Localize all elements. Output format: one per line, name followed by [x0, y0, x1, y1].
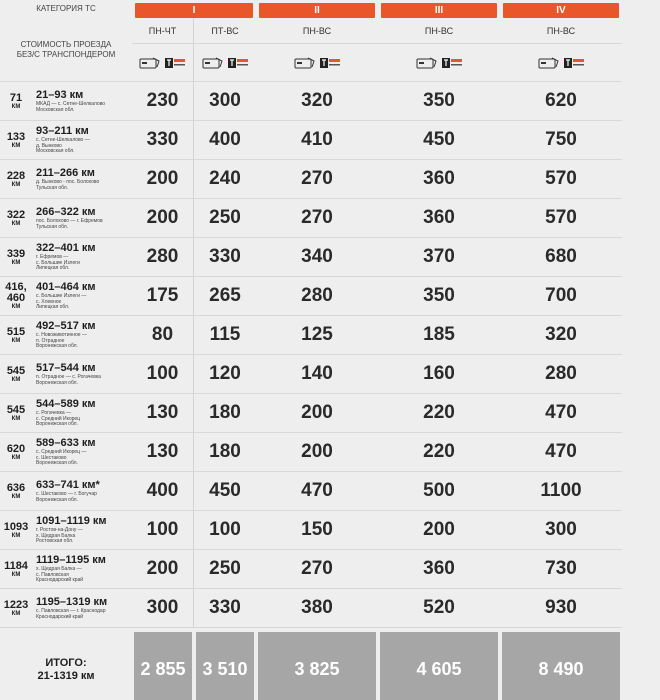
segment-description: г. Ефремов — с. Большие Излеги Липецкая обл.: [36, 253, 80, 272]
price-cell: 300: [132, 589, 194, 628]
segment-range: 589–633 км: [36, 436, 96, 449]
km-total: 416, 460: [5, 281, 27, 304]
price-cell: 125: [256, 316, 378, 355]
segment-description: с. Шестаково — г. Богучар Воронежская обл.: [36, 490, 97, 503]
price-cell: 370: [378, 238, 500, 277]
segment-range: 322–401 км: [36, 241, 96, 254]
km-total: 133: [6, 130, 26, 143]
price-cell: 270: [256, 550, 378, 589]
price-cell: 185: [378, 316, 500, 355]
km-total: 545: [6, 403, 26, 416]
total-label-line1: ИТОГО:: [45, 656, 87, 669]
price-cell: 200: [132, 550, 194, 589]
price-cell: 750: [500, 121, 622, 160]
price-cell: 200: [132, 160, 194, 199]
pay-icons-wrap: [538, 57, 585, 69]
cost-label: СТОИМОСТЬ ПРОЕЗДА БЕЗ/С ТРАНСПОНДЕРОМ: [0, 18, 132, 82]
price-cell: 350: [378, 277, 500, 316]
row-segment: [32, 238, 132, 277]
segment-range: 266–322 км: [36, 205, 96, 218]
km-total: 1093: [3, 520, 29, 533]
tpass-icon: [563, 57, 585, 69]
row-km: [0, 355, 32, 394]
payment-icons-1: [132, 44, 194, 82]
km-total: 228: [6, 169, 26, 182]
segment-description: х. Щедрая Балка — с. Павловская Краснодарский край: [36, 565, 84, 584]
price-cell: 330: [194, 238, 256, 277]
pay-icons-wrap: [416, 57, 463, 69]
price-cell: 130: [132, 433, 194, 472]
price-cell: 930: [500, 589, 622, 628]
km-total: 71: [9, 91, 23, 104]
price-cell: 300: [194, 82, 256, 121]
row-km: [0, 121, 32, 160]
segment-description: МКАД — с. Сетне-Шелкалово Московская обл.: [36, 100, 106, 113]
day-group-4: ПН-ВС: [378, 18, 500, 44]
km-unit: КМ: [11, 376, 21, 383]
price-cell: 680: [500, 238, 622, 277]
payment-icons-4: [378, 44, 500, 82]
segment-description: п. Отрадное — с. Рогачевка Воронежская обл.: [36, 373, 101, 386]
pay-icons-wrap: [139, 57, 186, 69]
price-cell: 220: [378, 394, 500, 433]
km-unit: КМ: [11, 220, 21, 227]
price-cell: 340: [256, 238, 378, 277]
price-cell: 330: [194, 589, 256, 628]
segment-range: 21–93 км: [36, 88, 84, 101]
row-km: [0, 511, 32, 550]
price-cell: 180: [194, 433, 256, 472]
price-cell: 250: [194, 199, 256, 238]
price-cell: 730: [500, 550, 622, 589]
pay-icons-wrap: [294, 57, 341, 69]
price-cell: 500: [378, 472, 500, 511]
segment-range: 492–517 км: [36, 319, 96, 332]
price-cell: 360: [378, 550, 500, 589]
pay-icons-wrap: [202, 57, 249, 69]
payment-icons-2: [194, 44, 256, 82]
price-cell: 400: [194, 121, 256, 160]
price-cell: 80: [132, 316, 194, 355]
price-cell: 700: [500, 277, 622, 316]
price-cell: 160: [378, 355, 500, 394]
price-cell: 450: [378, 121, 500, 160]
tpass-icon: [164, 57, 186, 69]
row-segment: [32, 160, 132, 199]
row-segment: [32, 199, 132, 238]
km-total: 339: [6, 247, 26, 260]
row-km: [0, 316, 32, 355]
km-unit: КМ: [11, 181, 21, 188]
row-segment: [32, 394, 132, 433]
segment-range: 544–589 км: [36, 397, 96, 410]
price-cell: 360: [378, 199, 500, 238]
km-total: 515: [6, 325, 26, 338]
price-cell: 270: [256, 160, 378, 199]
row-segment: [32, 589, 132, 628]
segment-range: 1091–1119 км: [36, 514, 107, 527]
segment-description: пос. Болохово — г. Ефремов Тульская обл.: [36, 217, 103, 230]
row-km: [0, 394, 32, 433]
segment-range: 401–464 км: [36, 280, 96, 293]
total-value: 3 825: [258, 632, 376, 700]
price-cell: 130: [132, 394, 194, 433]
segment-description: с. Новоживотинное — п. Отрадное Воронежская обл.: [36, 331, 87, 350]
day-group-3: ПН-ВС: [256, 18, 378, 44]
row-segment: [32, 82, 132, 121]
segment-range: 93–211 км: [36, 124, 89, 137]
price-cell: 570: [500, 199, 622, 238]
payment-icons-3: [256, 44, 378, 82]
km-total: 545: [6, 364, 26, 377]
tpass-icon: [227, 57, 249, 69]
price-cell: 250: [194, 550, 256, 589]
km-total: 636: [6, 481, 26, 494]
segment-description: с. Павловская — г. Краснодар Краснодарский край: [36, 607, 106, 620]
segment-range: 211–266 км: [36, 166, 95, 179]
km-unit: КМ: [11, 610, 21, 617]
row-segment: [32, 316, 132, 355]
row-segment: [32, 511, 132, 550]
card-icon: [416, 57, 438, 69]
row-km: [0, 199, 32, 238]
price-cell: 220: [378, 433, 500, 472]
row-km: [0, 472, 32, 511]
segment-range: 517–544 км: [36, 361, 96, 374]
day-group-5: ПН-ВС: [500, 18, 622, 44]
payment-icons-5: [500, 44, 622, 82]
price-cell: 265: [194, 277, 256, 316]
price-cell: 270: [256, 199, 378, 238]
price-cell: 520: [378, 589, 500, 628]
segment-description: г. Ростов-на-Дону — х. Щедрая Балка Ростовская обл.: [36, 526, 83, 545]
row-segment: [32, 355, 132, 394]
segment-description: с. Большие Излеги — с. Хлевное Липецкая обл.: [36, 292, 87, 311]
price-cell: 320: [500, 316, 622, 355]
total-value: 8 490: [502, 632, 620, 700]
category-header-2: II: [259, 3, 375, 18]
row-km: [0, 589, 32, 628]
price-cell: 200: [256, 394, 378, 433]
km-unit: КМ: [11, 571, 21, 578]
row-segment: [32, 433, 132, 472]
price-cell: 330: [132, 121, 194, 160]
row-segment: [32, 121, 132, 160]
tpass-icon: [441, 57, 463, 69]
total-label-line2: 21-1319 км: [37, 669, 95, 682]
km-unit: КМ: [11, 304, 21, 310]
price-cell: 230: [132, 82, 194, 121]
category-header-1: I: [135, 3, 253, 18]
price-cell: 200: [378, 511, 500, 550]
segment-range: 633–741 км*: [36, 478, 100, 491]
total-value: 3 510: [196, 632, 254, 700]
price-cell: 360: [378, 160, 500, 199]
price-cell: 280: [500, 355, 622, 394]
price-cell: 620: [500, 82, 622, 121]
row-segment: [32, 550, 132, 589]
km-total: 620: [6, 442, 26, 455]
price-cell: 175: [132, 277, 194, 316]
km-unit: КМ: [11, 493, 21, 500]
price-cell: 280: [132, 238, 194, 277]
km-unit: КМ: [11, 337, 21, 344]
card-icon: [294, 57, 316, 69]
segment-range: 1119–1195 км: [36, 553, 106, 566]
category-header-3: III: [381, 3, 497, 18]
row-km: [0, 550, 32, 589]
total-label: [0, 628, 132, 700]
price-cell: 100: [194, 511, 256, 550]
price-cell: 120: [194, 355, 256, 394]
category-header-4: IV: [503, 3, 619, 18]
km-unit: КМ: [11, 454, 21, 461]
total-value: 2 855: [134, 632, 192, 700]
price-cell: 350: [378, 82, 500, 121]
row-km: [0, 160, 32, 199]
card-icon: [202, 57, 224, 69]
price-cell: 200: [132, 199, 194, 238]
km-unit: КМ: [11, 415, 21, 422]
row-km: [0, 238, 32, 277]
row-segment: [32, 277, 132, 316]
km-unit: КМ: [11, 259, 21, 266]
card-icon: [139, 57, 161, 69]
price-cell: 320: [256, 82, 378, 121]
price-cell: 180: [194, 394, 256, 433]
total-value: 4 605: [380, 632, 498, 700]
price-cell: 240: [194, 160, 256, 199]
km-total: 1184: [4, 559, 28, 572]
price-cell: 470: [500, 433, 622, 472]
price-cell: 140: [256, 355, 378, 394]
segment-description: с. Сетне-Шелкалово — д. Вынково Московская обл.: [36, 136, 90, 155]
price-cell: 115: [194, 316, 256, 355]
km-unit: КМ: [11, 532, 21, 539]
tpass-icon: [319, 57, 341, 69]
km-unit: КМ: [11, 142, 21, 149]
price-cell: 100: [132, 355, 194, 394]
km-total: 1223: [3, 598, 29, 611]
price-cell: 150: [256, 511, 378, 550]
card-icon: [538, 57, 560, 69]
price-cell: 1100: [500, 472, 622, 511]
day-group-2: ПТ-ВС: [194, 18, 256, 44]
price-cell: 470: [256, 472, 378, 511]
day-group-1: ПН-ЧТ: [132, 18, 194, 44]
price-cell: 470: [500, 394, 622, 433]
km-total: 322: [6, 208, 26, 221]
row-segment: [32, 472, 132, 511]
price-cell: 450: [194, 472, 256, 511]
price-cell: 570: [500, 160, 622, 199]
row-km: [0, 433, 32, 472]
category-label: КАТЕГОРИЯ ТС: [36, 4, 96, 13]
row-km: [0, 82, 32, 121]
km-unit: КМ: [11, 103, 21, 110]
price-cell: 280: [256, 277, 378, 316]
price-cell: 380: [256, 589, 378, 628]
price-cell: 410: [256, 121, 378, 160]
segment-description: с. Средний Икорец — с. Шестаково Воронежская обл.: [36, 448, 87, 467]
price-cell: 200: [256, 433, 378, 472]
segment-description: д. Вынково - пос. Болохово Тульская обл.: [36, 178, 100, 191]
price-cell: 100: [132, 511, 194, 550]
segment-description: с. Рогачевка — с. Средний Икорец Воронежская обл.: [36, 409, 81, 428]
price-cell: 300: [500, 511, 622, 550]
price-cell: 400: [132, 472, 194, 511]
segment-range: 1195–1319 км: [36, 595, 108, 608]
row-km: [0, 277, 32, 316]
